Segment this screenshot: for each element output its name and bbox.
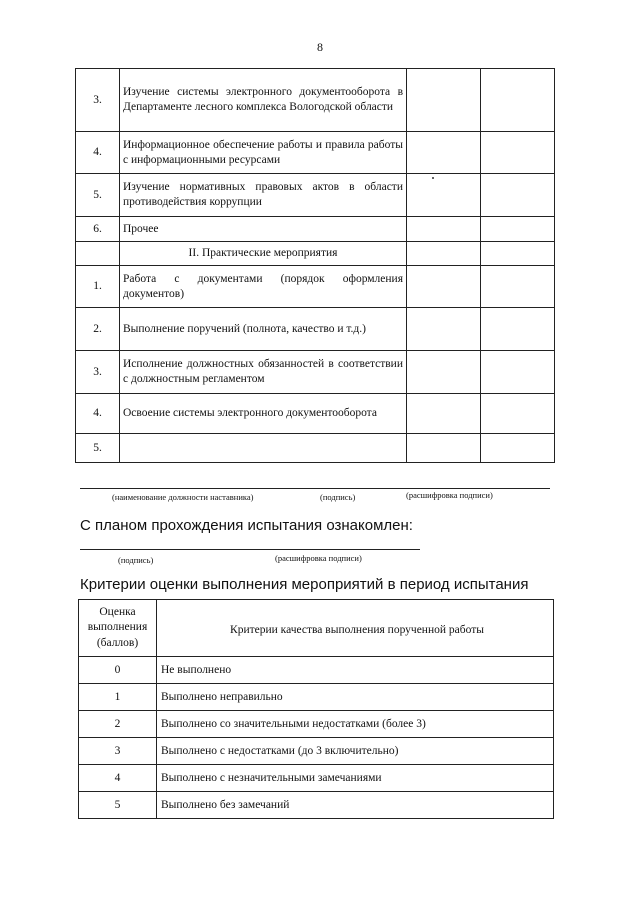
empty-cell <box>481 394 555 434</box>
row-number: 2. <box>76 308 120 351</box>
criteria-text: Выполнено со значительными недостатками (более 3) <box>157 711 554 738</box>
empty-cell <box>481 308 555 351</box>
table-row <box>76 434 555 463</box>
mentor-position-caption: (наименование должности наставника) <box>112 492 254 502</box>
empty-cell <box>407 242 481 266</box>
score-value: 1 <box>79 684 157 711</box>
empty-cell <box>407 69 481 132</box>
plan-table <box>75 68 555 463</box>
row-text: Исполнение должностных обязанностей в соответствии с должностным регламентом <box>120 351 407 394</box>
criteria-row <box>79 738 554 765</box>
criteria-text: Выполнено без замечаний <box>157 792 554 819</box>
row-number: 3. <box>76 351 120 394</box>
section-row <box>76 242 555 266</box>
criteria-text: Выполнено с недостатками (до 3 включительно) <box>157 738 554 765</box>
row-number: 4. <box>76 132 120 174</box>
row-text: Выполнение поручений (полнота, качество и т.д.) <box>120 308 407 351</box>
score-header-line: выполнения <box>87 621 148 634</box>
row-text: Освоение системы электронного документооборота <box>120 394 407 434</box>
criteria-text: Не выполнено <box>157 657 554 684</box>
page-number: 8 <box>317 40 323 54</box>
empty-cell <box>407 266 481 308</box>
mentor-signature-caption: (подпись) <box>320 492 356 502</box>
criteria-row <box>79 792 554 819</box>
mentor-signature-line <box>80 488 550 489</box>
table-row <box>76 266 555 308</box>
criteria-text: Выполнено неправильно <box>157 684 554 711</box>
table-row <box>76 174 555 217</box>
table-row <box>76 394 555 434</box>
criteria-heading: Критерии оценки выполнения мероприятий в период испытания <box>80 576 529 593</box>
criteria-table <box>78 599 554 819</box>
empty-cell <box>481 132 555 174</box>
acknowledged-heading: С планом прохождения испытания ознакомлен: <box>80 517 413 534</box>
score-header-line: (баллов) <box>96 636 139 649</box>
row-text: Прочее <box>120 217 407 242</box>
score-value: 5 <box>79 792 157 819</box>
row-text: Работа с документами (порядок оформления документов) <box>120 266 407 308</box>
table-row <box>76 351 555 394</box>
empty-cell <box>481 174 555 217</box>
row-text <box>120 434 407 463</box>
row-text: Изучение системы электронного документооборота в Департаменте лесного комплекса Вологодской области <box>120 69 407 132</box>
empty-cell <box>481 266 555 308</box>
score-column-header <box>79 600 157 657</box>
score-value: 2 <box>79 711 157 738</box>
score-value: 0 <box>79 657 157 684</box>
empty-cell <box>481 217 555 242</box>
criteria-row <box>79 684 554 711</box>
row-number: 4. <box>76 394 120 434</box>
empty-cell <box>407 174 481 217</box>
row-text: Изучение нормативных правовых актов в области противодействия коррупции <box>120 174 407 217</box>
score-header-line: Оценка <box>99 605 136 618</box>
mentor-decoding-caption: (расшифровка подписи) <box>406 490 493 500</box>
row-number: 1. <box>76 266 120 308</box>
empty-cell <box>76 242 120 266</box>
empty-cell <box>407 351 481 394</box>
score-value: 3 <box>79 738 157 765</box>
score-value: 4 <box>79 765 157 792</box>
employee-signature-caption: (подпись) <box>118 555 154 565</box>
employee-signature-line <box>80 549 420 550</box>
empty-cell <box>407 308 481 351</box>
empty-cell <box>407 394 481 434</box>
employee-decoding-caption: (расшифровка подписи) <box>275 553 362 563</box>
criteria-row <box>79 657 554 684</box>
empty-cell <box>407 132 481 174</box>
row-number: 3. <box>76 69 120 132</box>
empty-cell <box>481 434 555 463</box>
row-number: 6. <box>76 217 120 242</box>
empty-cell <box>407 434 481 463</box>
criteria-row <box>79 765 554 792</box>
empty-cell <box>481 69 555 132</box>
empty-cell <box>481 351 555 394</box>
row-number: 5. <box>76 434 120 463</box>
table-row <box>76 308 555 351</box>
table-row <box>76 132 555 174</box>
criteria-header-row <box>79 600 554 657</box>
row-text: Информационное обеспечение работы и правила работы с информационными ресурсами <box>120 132 407 174</box>
row-number: 5. <box>76 174 120 217</box>
table-row <box>76 69 555 132</box>
empty-cell <box>481 242 555 266</box>
criteria-text: Выполнено с незначительными замечаниями <box>157 765 554 792</box>
scan-speck <box>432 177 434 179</box>
table-row <box>76 217 555 242</box>
criteria-column-header: Критерии качества выполнения порученной работы <box>157 600 554 657</box>
empty-cell <box>407 217 481 242</box>
criteria-row <box>79 711 554 738</box>
section-title: II. Практические мероприятия <box>120 242 407 266</box>
